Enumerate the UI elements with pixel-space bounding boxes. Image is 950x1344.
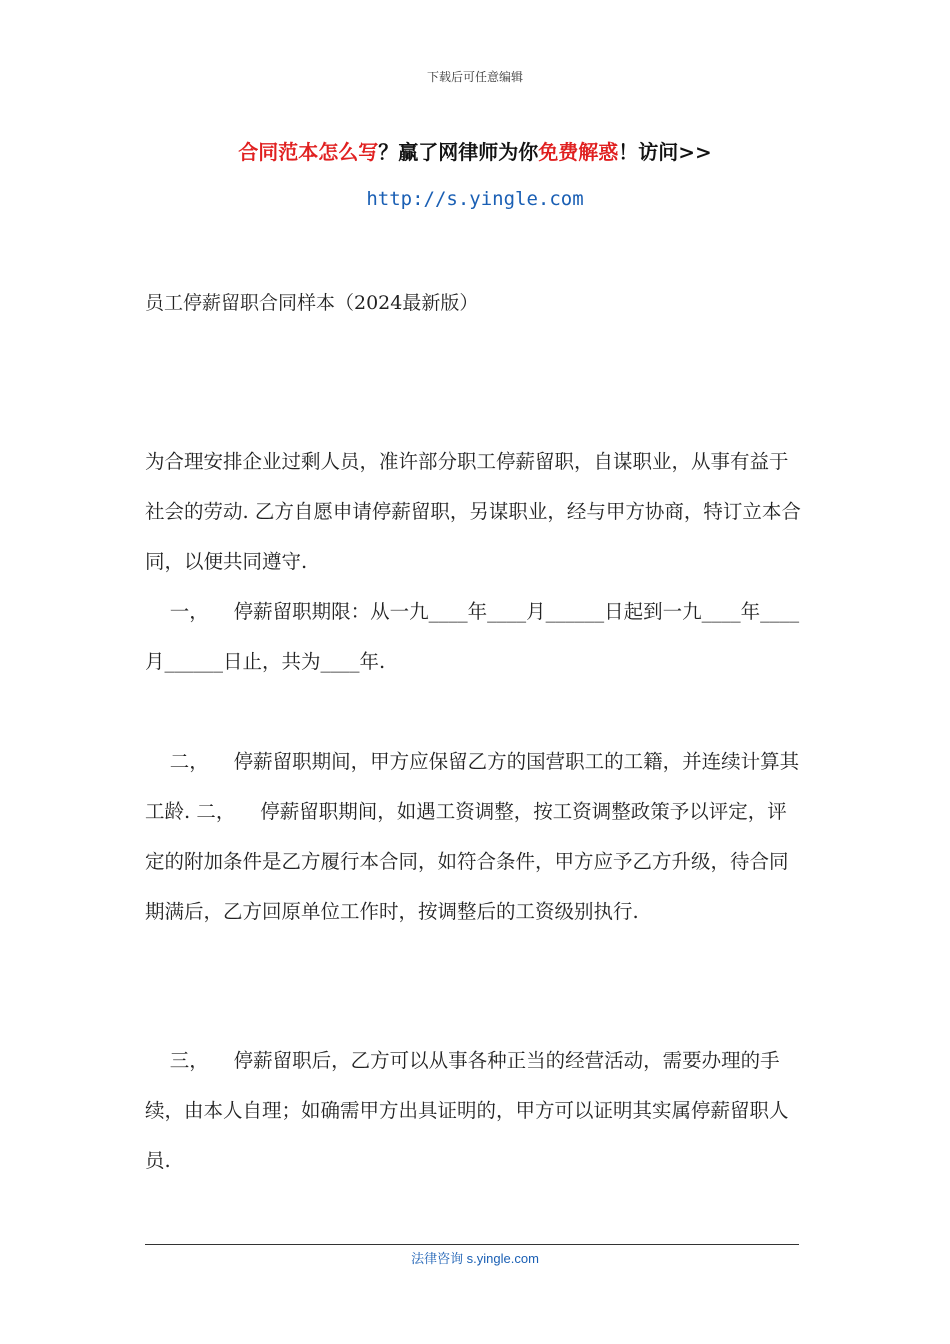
clause-one bbox=[145, 587, 805, 687]
clause-three bbox=[145, 1036, 805, 1186]
clause-two bbox=[145, 737, 805, 937]
paragraph-intro bbox=[145, 437, 805, 587]
promo-link[interactable]: http://s.yingle.com bbox=[366, 188, 584, 210]
document-title: 员工停薪留职合同样本（2024最新版） bbox=[145, 292, 479, 314]
promo-text-2: ！访问>> bbox=[618, 140, 712, 164]
clause-one-text: 一， 停薪留职期限：从一九____年____月______日起到一九____年____月______日止，共为____年. bbox=[145, 600, 800, 673]
footer-divider bbox=[145, 1244, 799, 1245]
clause-two-text: 二， 停薪留职期间，甲方应保留乙方的国营职工的工籍，并连续计算其工龄. 二， 停薪留职期间，如遇工资调整，按工资调整政策予以评定，评定的附加条件是乙方履行本合同，如符合条件，甲方应予乙方升级，待合同期满后，乙方回原单位工作时，按调整后的工资级别执行. bbox=[145, 750, 800, 923]
promo-highlight-2: 免费解惑 bbox=[538, 140, 619, 164]
footer-link[interactable]: 法律咨询 s.yingle.com bbox=[411, 1251, 539, 1266]
promo-banner[interactable] bbox=[0, 136, 950, 165]
clause-three-text: 三， 停薪留职后，乙方可以从事各种正当的经营活动，需要办理的手续，由本人自理；如确需甲方出具证明的，甲方可以证明其实属停薪留职人员. bbox=[145, 1049, 789, 1172]
header-note: 下载后可任意编辑 bbox=[426, 70, 523, 84]
promo-highlight-1: 合同范本怎么写 bbox=[238, 140, 379, 164]
paragraph-intro-text: 为合理安排企业过剩人员，准许部分职工停薪留职，自谋职业，从事有益于社会的劳动. 乙方自愿申请停薪留职，另谋职业，经与甲方协商，特订立本合同，以便共同遵守. bbox=[145, 450, 801, 573]
promo-text-1: ？赢了网律师为你 bbox=[378, 140, 539, 164]
